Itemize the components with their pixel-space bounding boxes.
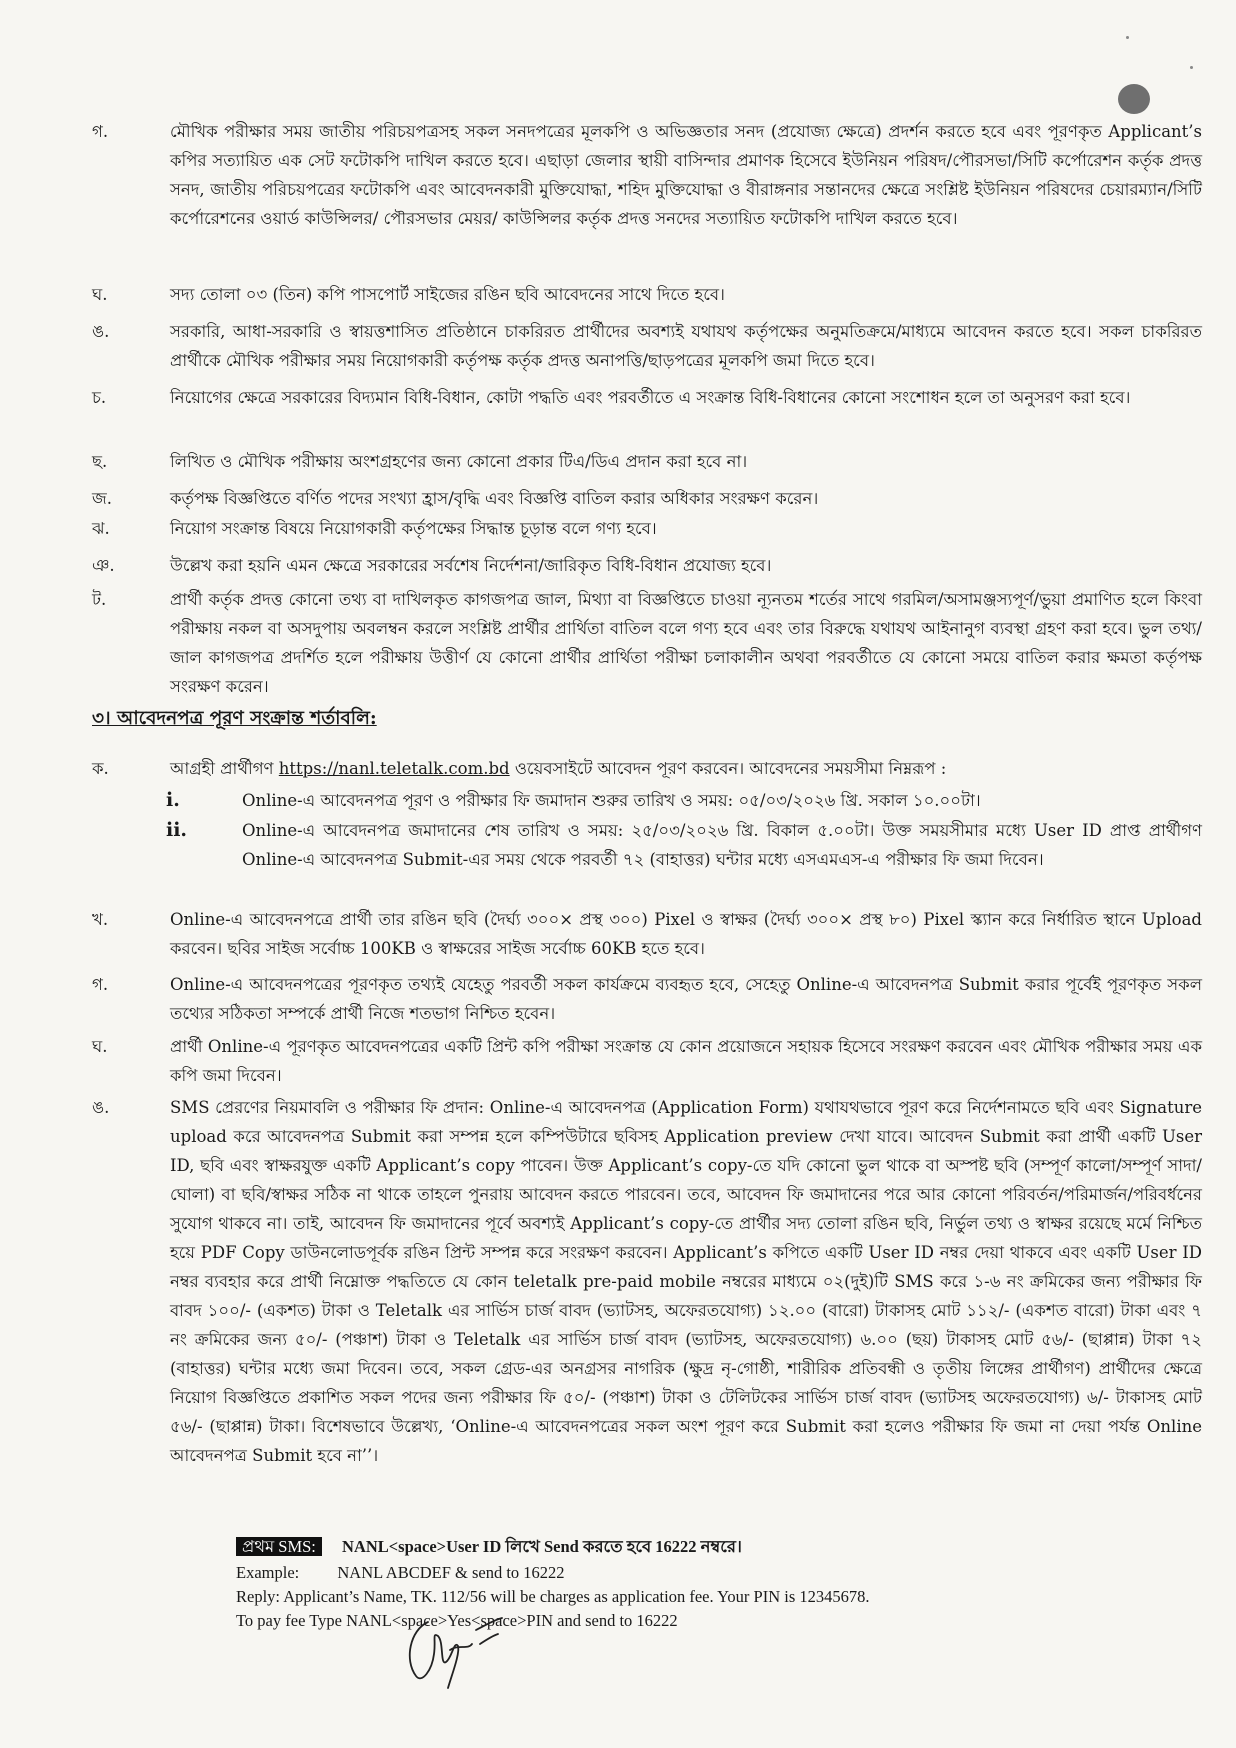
item-label: গ.	[92, 975, 109, 994]
punch-hole-mark	[1118, 84, 1150, 114]
example-label: Example:	[236, 1563, 300, 1582]
sms-label: প্রথম SMS:	[236, 1537, 322, 1556]
item-text: Online-এ আবেদনপত্র পূরণ ও পরীক্ষার ফি জমাদান শুরুর তারিখ ও সময়: ০৫/০৩/২০২৬ খ্রি. সকাল ১০.০০টা।	[242, 791, 981, 810]
item-text: Online-এ আবেদনপত্র জমাদানের শেষ তারিখ ও সময়: ২৫/০৩/২০২৬ খ্রি. বিকাল ৫.০০টা। উক্ত সময়সীমার মধ্যে User ID প্রাপ্ত প্রার্থীগণ Online-এ আবেদনপত্র Submit-এর সময় থেকে পরবর্তী ৭২ (বাহাত্তর) ঘন্টার মধ্যে এসএমএস-এ পরীক্ষার ফি জমা দিবেন।	[242, 821, 1202, 869]
item-label: ঞ.	[92, 556, 115, 575]
item-label: গ.	[92, 122, 109, 141]
signature-image	[398, 1610, 518, 1700]
item-cha	[92, 383, 1202, 412]
item-text: প্রার্থী কর্তৃক প্রদত্ত কোনো তথ্য বা দাখিলকৃত কাগজপত্র জাল, মিথ্যা বা বিজ্ঞপ্তিতে চাওয়া ন্যূনতম শর্তের সাথে গরমিল/অসামঞ্জস্যপূর্ণ/ভুয়া প্রমাণিত হলে কিংবা পরীক্ষায় নকল বা অসদুপায় অবলম্বন করলে সংশ্লিষ্ট প্রার্থীর প্রার্থিতা বাতিল বলে গণ্য হবে এবং তার বিরুদ্ধে যথাযথ আইনানুগ ব্যবস্থা গ্রহণ করা হবে। ভুল তথ্য/জাল কাগজপত্র প্রদর্শিত হলে পরীক্ষায় উত্তীর্ণ যে কোনো প্রার্থীর প্রার্থিতা পরীক্ষা চলাকালীন অথবা পরবর্তীতে যে কোনো সময়ে বাতিল করার ক্ষমতা কর্তৃপক্ষ সংরক্ষণ করেন।	[170, 590, 1202, 696]
item-text: Online-এ আবেদনপত্রে প্রার্থী তার রঙিন ছবি (দৈর্ঘ্য ৩০০× প্রস্থ ৩০০) Pixel ও স্বাক্ষর (দৈর্ঘ্য ৩০০× প্রস্থ ৮০) Pixel স্ক্যান করে নির্ধারিত স্থানে Upload করবেন। ছবির সাইজ সর্বোচ্চ 100KB ও স্বাক্ষরের সাইজ সর্বোচ্চ 60KB হতে হবে।	[170, 910, 1202, 958]
item-text: মৌখিক পরীক্ষার সময় জাতীয় পরিচয়পত্রসহ সকল সনদপত্রের মূলকপি ও অভিজ্ঞতার সনদ (প্রযোজ্য ক্ষেত্রে) প্রদর্শন করতে হবে এবং পূরণকৃত Applicant’s কপির সত্যায়িত এক সেট ফটোকপি দাখিল করতে হবে। এছাড়া জেলার স্থায়ী বাসিন্দার প্রমাণক হিসেবে ইউনিয়ন পরিষদ/পৌরসভা/সিটি কর্পোরেশন কর্তৃক প্রদত্ত সনদ, জাতীয় পরিচয়পত্রের ফটোকপি এবং আবেদনকারী মুক্তিযোদ্ধা, শহিদ মুক্তিযোদ্ধা ও বীরাঙ্গনার সন্তানদের ক্ষেত্রে সংশ্লিষ্ট ইউনিয়ন পরিষদের চেয়ারম্যান/সিটি কর্পোরেশনের ওয়ার্ড কাউন্সিলর/ পৌরসভার মেয়র/ কাউন্সিলর কর্তৃক প্রদত্ত সনদের সত্যায়িত ফটোকপি দাখিল করতে হবে।	[170, 122, 1202, 228]
item-ka	[92, 754, 1202, 783]
item-label: খ.	[92, 910, 109, 929]
item-text: সদ্য তোলা ০৩ (তিন) কপি পাসপোর্ট সাইজের রঙিন ছবি আবেদনের সাথে দিতে হবে।	[170, 285, 725, 304]
item-nga	[92, 317, 1202, 375]
scan-speck	[1126, 36, 1129, 39]
roman-numeral: i.	[166, 789, 180, 811]
item-text: Online-এ আবেদনপত্রের পূরণকৃত তথ্যই যেহেতু পরবর্তী সকল কার্যক্রমে ব্যবহৃত হবে, সেহেতু Online-এ আবেদনপত্র Submit করার পূর্বেই পূরণকৃত সকল তথ্যের সঠিকতা সম্পর্কে প্রার্থী নিজে শতভাগ নিশ্চিত হবেন।	[170, 975, 1202, 1023]
item-text: উল্লেখ করা হয়নি এমন ক্ষেত্রে সরকারের সর্বশেষ নির্দেশনা/জারিকৃত বিধি-বিধান প্রযোজ্য হবে।	[170, 556, 772, 575]
item-label: ঘ.	[92, 285, 108, 304]
sms-reply-line: Reply: Applicant’s Name, TK. 112/56 will be charges as application fee. Your PIN is 12345678.	[236, 1587, 870, 1606]
item-text: সরকারি, আধা-সরকারি ও স্বায়ত্তশাসিত প্রতিষ্ঠানে চাকরিরত প্রার্থীদের অবশ্যই যথাযথ কর্তৃপক্ষের অনুমতিক্রমে/মাধ্যমে আবেদন করতে হবে। সকল চাকরিরত প্রার্থীকে মৌখিক পরীক্ষার সময় নিয়োগকারী কর্তৃপক্ষ কর্তৃক প্রদত্ত অনাপত্তি/ছাড়পত্রের মূলকপি জমা দিতে হবে।	[170, 322, 1202, 370]
item-ja	[92, 484, 1202, 513]
item-label: ঙ.	[92, 322, 110, 341]
item-sub-ii	[92, 816, 1202, 874]
sms-pay-line: To pay fee Type NANL<space>Yes<space>PIN and send to 16222	[236, 1611, 678, 1630]
sms-instruction: NANL<space>User ID লিখে Send করতে হবে 16222 নম্বরে।	[342, 1537, 742, 1556]
section-heading: ৩। আবেদনপত্র পূরণ সংক্রান্ত শর্তাবলি:	[92, 708, 377, 729]
roman-numeral: ii.	[166, 819, 188, 841]
item-text: নিয়োগ সংক্রান্ত বিষয়ে নিয়োগকারী কর্তৃপক্ষের সিদ্ধান্ত চূড়ান্ত বলে গণ্য হবে।	[170, 519, 657, 538]
item-gha	[92, 280, 1202, 309]
example-text: NANL ABCDEF & send to 16222	[337, 1563, 565, 1582]
item-kha	[92, 905, 1202, 963]
application-website-link[interactable]: https://nanl.teletalk.com.bd	[278, 759, 510, 778]
item-text: কর্তৃপক্ষ বিজ্ঞপ্তিতে বর্ণিত পদের সংখ্যা হ্রাস/বৃদ্ধি এবং বিজ্ঞপ্তি বাতিল করার অধিকার সংরক্ষণ করেন।	[170, 489, 819, 508]
item-ga-2	[92, 970, 1202, 1028]
sms-example-line	[236, 1561, 565, 1585]
item-text: SMS প্রেরণের নিয়মাবলি ও পরীক্ষার ফি প্রদান: Online-এ আবেদনপত্র (Application Form) যথাযথভাবে পূরণ করে নির্দেশনামতে ছবি এবং Signature upload করে আবেদনপত্র Submit করা সম্পন্ন হলে কম্পিউটারে ছবিসহ Application preview দেখা যাবে। আবেদন Submit করা প্রার্থী একটি User ID, ছবি এবং স্বাক্ষরযুক্ত একটি Applicant’s copy পাবেন। উক্ত Applicant’s copy-তে যদি কোনো ভুল থাকে বা অস্পষ্ট ছবি (সম্পূর্ণ কালো/সম্পূর্ণ সাদা/ঘোলা) বা ছবি/স্বাক্ষর সঠিক না থাকে তাহলে পুনরায় আবেদন করতে পারবেন। তবে, আবেদন ফি জমাদানের পরে আর কোনো পরিবর্তন/পরিমার্জন/পরিবর্ধনের সুযোগ থাকবে না। তাই, আবেদন ফি জমাদানের পূর্বে অবশ্যই Applicant’s copy-তে প্রার্থীর সদ্য তোলা রঙিন ছবি, নির্ভুল তথ্য ও স্বাক্ষর রয়েছে মর্মে নিশ্চিত হয়ে PDF Copy ডাউনলোডপূর্বক রঙিন প্রিন্ট সম্পন্ন করে সংরক্ষণ করবেন। Applicant’s কপিতে একটি User ID নম্বর দেয়া থাকবে এবং একটি User ID নম্বর ব্যবহার করে প্রার্থী নিম্নোক্ত পদ্ধতিতে যে কোন teletalk pre-paid mobile নম্বরের মাধ্যমে ০২(দুই)টি SMS করে ১-৬ নং ক্রমিকের জন্য পরীক্ষার ফি বাবদ ১০০/- (একশত) টাকা ও Teletalk এর সার্ভিস চার্জ বাবদ (ভ্যাটসহ, অফেরতযোগ্য) ১২.০০ (বারো) টাকাসহ মোট ১১২/- (একশত বারো) টাকা এবং ৭ নং ক্রমিকের জন্য ৫০/- (পঞ্চাশ) টাকা ও Teletalk এর সার্ভিস চার্জ বাবদ (ভ্যাটসহ, অফেরতযোগ্য) ৬.০০ (ছয়) টাকাসহ মোট ৫৬/- (ছাপ্পান্ন) টাকা ৭২ (বাহাত্তর) ঘন্টার মধ্যে জমা দিবেন। তবে, সকল গ্রেড-এর অনগ্রসর নাগরিক (ক্ষুদ্র নৃ-গোষ্ঠী, শারীরিক প্রতিবন্ধী ও তৃতীয় লিঙ্গের প্রার্থীগণ) প্রার্থীদের ক্ষেত্রে নিয়োগ বিজ্ঞপ্তিতে প্রকাশিত সকল পদের জন্য পরীক্ষার ফি ৫০/- (পঞ্চাশ) টাকা ও টেলিটকের সার্ভিস চার্জ বাবদ (ভ্যাটসহ অফেরতযোগ্য) ৬/- টাকাসহ মোট ৫৬/- (ছাপ্পান্ন) টাকা। বিশেষভাবে উল্লেখ্য, ‘Online-এ আবেদনপত্রের সকল অংশ পূরণ করে Submit করা হলেও পরীক্ষার ফি জমা না দেয়া পর্যন্ত Online আবেদনপত্র Submit হবে না’’।	[170, 1098, 1202, 1465]
item-nga-2	[92, 1093, 1202, 1470]
ka-text-pre: আগ্রহী প্রার্থীগণ	[170, 759, 274, 778]
item-label: চ.	[92, 388, 107, 407]
item-label: জ.	[92, 489, 113, 508]
item-text: লিখিত ও মৌখিক পরীক্ষায় অংশগ্রহণের জন্য কোনো প্রকার টিএ/ডিএ প্রদান করা হবে না।	[170, 452, 748, 471]
item-chha	[92, 447, 1202, 476]
item-label: ছ.	[92, 452, 108, 471]
item-ga	[92, 117, 1202, 233]
item-nya	[92, 551, 1202, 580]
scan-speck	[1190, 66, 1193, 69]
item-ta	[92, 585, 1202, 701]
item-sub-i	[92, 786, 1202, 815]
item-label: ক.	[92, 759, 109, 778]
item-label: ঘ.	[92, 1037, 108, 1056]
item-gha-2	[92, 1032, 1202, 1090]
ka-text-post: ওয়েবসাইটে আবেদন পূরণ করবেন। আবেদনের সময়সীমা নিম্নরূপ :	[509, 759, 947, 778]
item-text	[170, 754, 1202, 783]
item-text: নিয়োগের ক্ষেত্রে সরকারের বিদ্যমান বিধি-বিধান, কোটা পদ্ধতি এবং পরবর্তীতে এ সংক্রান্ত বিধি-বিধানের কোনো সংশোধন হলে তা অনুসরণ করা হবে।	[170, 388, 1131, 407]
item-jha	[92, 514, 1202, 543]
item-label: ট.	[92, 590, 107, 609]
item-label: ঙ.	[92, 1098, 110, 1117]
item-text: প্রার্থী Online-এ পূরণকৃত আবেদনপত্রের একটি প্রিন্ট কপি পরীক্ষা সংক্রান্ত যে কোন প্রয়োজনে সহায়ক হিসেবে সংরক্ষণ করবেন এবং মৌখিক পরীক্ষার সময় এক কপি জমা দিবেন।	[170, 1037, 1202, 1085]
sms-line-first	[236, 1535, 742, 1559]
item-label: ঝ.	[92, 519, 110, 538]
